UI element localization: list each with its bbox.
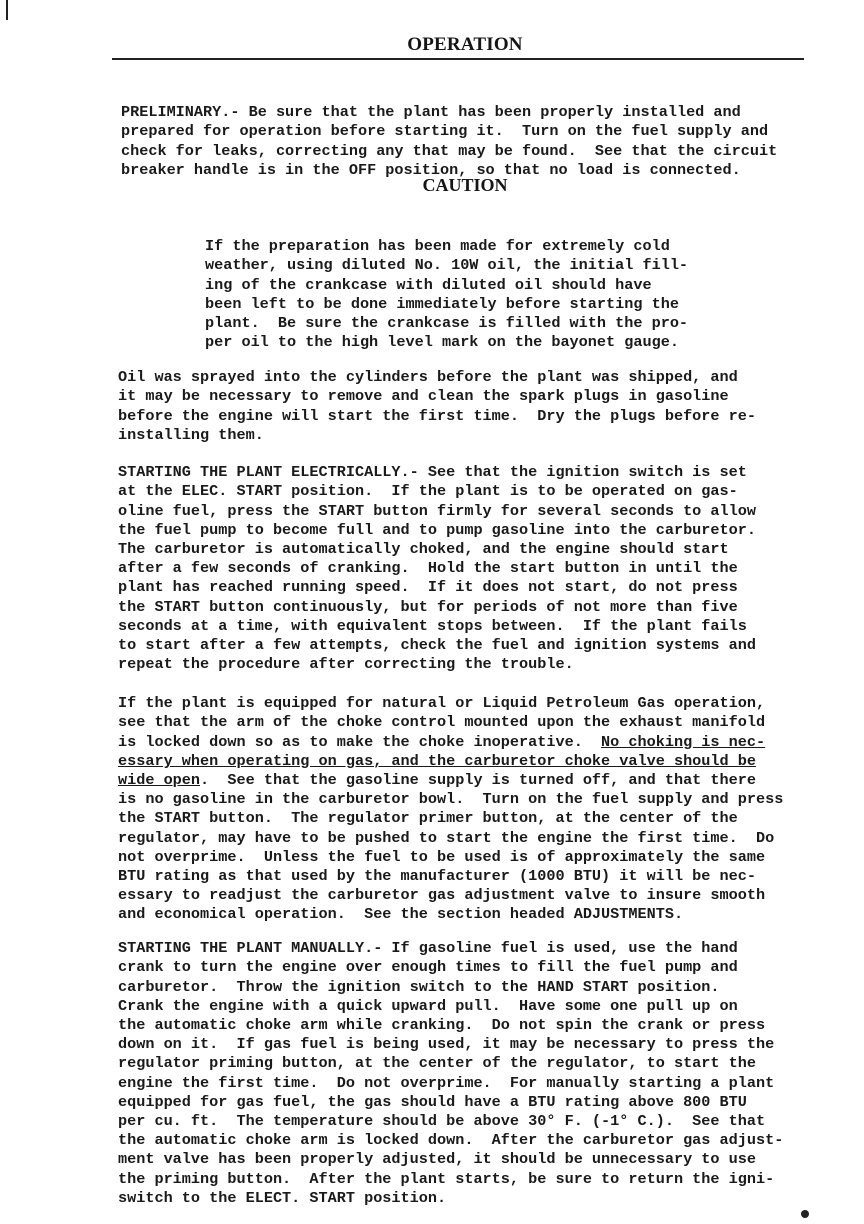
electric-line: STARTING THE PLANT ELECTRICALLY.- See that the ignition switch is set (118, 463, 747, 482)
electric-line: at the ELEC. START position. If the plant is to be operated on gas- (118, 482, 738, 501)
electric-line: after a few seconds of cranking. Hold the start button in until the (118, 559, 738, 578)
header-rule (112, 58, 804, 60)
manual-line: engine the first time. Do not overprime. For manually starting a plant (118, 1073, 775, 1092)
manual-line: the automatic choke arm while cranking. Do not spin the crank or press (118, 1016, 766, 1035)
manual-line: the automatic choke arm is locked down. After the carburetor gas adjust- (118, 1131, 784, 1150)
preliminary-line: breaker handle is in the OFF position, so that no load is connected. (121, 160, 741, 179)
preliminary-line: prepared for operation before starting it. Turn on the fuel supply and (121, 122, 769, 141)
preliminary-line: PRELIMINARY.- Be sure that the plant has been properly installed and (121, 103, 741, 122)
caution-line: per oil to the high level mark on the bayonet gauge. (205, 333, 679, 352)
electric-line: oline fuel, press the START button firmly for several seconds to allow (118, 501, 756, 520)
manual-line: Crank the engine with a quick upward pull. Have some one pull up on (118, 996, 738, 1015)
electric-line: repeat the procedure after correcting the trouble. (118, 655, 574, 674)
starting-electrically-paragraph (118, 444, 756, 674)
manual-line: per cu. ft. The temperature should be above 30° F. (-1° C.). See that (118, 1112, 766, 1131)
gas-line: and economical operation. See the section headed ADJUSTMENTS. (118, 905, 684, 924)
manual-line: crank to turn the engine over enough times to fill the fuel pump and (118, 958, 738, 977)
oil-line: before the engine will start the first time. Dry the plugs before re- (118, 406, 756, 425)
electric-line: The carburetor is automatically choked, and the engine should start (118, 540, 729, 559)
page-title: OPERATION (407, 34, 523, 55)
oil-line: it may be necessary to remove and clean the spark plugs in gasoline (118, 387, 729, 406)
gas-line: BTU rating as that used by the manufacturer (1000 BTU) it will be nec- (118, 867, 756, 886)
starting-manually-paragraph (118, 920, 783, 1208)
oil-line: installing them. (118, 425, 264, 444)
electric-line: seconds at a time, with equivalent stops between. If the plant fails (118, 616, 747, 635)
manual-line: regulator priming button, at the center of the regulator, to start the (118, 1054, 756, 1073)
underlined-instruction: essary when operating on gas, and the carburetor choke valve should be (118, 751, 756, 770)
underlined-instruction: wide open (118, 771, 201, 790)
caution-paragraph (205, 218, 688, 352)
electric-line: plant has reached running speed. If it does not start, do not press (118, 578, 738, 597)
manual-line: equipped for gas fuel, the gas should have a BTU rating above 800 BTU (118, 1092, 747, 1111)
gas-line: is no gasoline in the carburetor bowl. Turn on the fuel supply and press (118, 790, 784, 809)
gas-line: the START button. The regulator primer button, at the center of the (118, 809, 738, 828)
manual-line: down on it. If gas fuel is being used, it may be necessary to press the (118, 1035, 775, 1054)
gas-line: is locked down so as to make the choke inoperative. (118, 732, 602, 751)
caution-line: plant. Be sure the crankcase is filled with the pro- (205, 314, 689, 333)
caution-heading: CAUTION (422, 175, 508, 195)
oil-line: Oil was sprayed into the cylinders before the plant was shipped, and (118, 368, 738, 387)
electric-line: the START button continuously, but for periods of not more than five (118, 597, 738, 616)
manual-line: switch to the ELECT. START position. (118, 1188, 447, 1207)
caution-line: been left to be done immediately before starting the (205, 294, 679, 313)
underlined-instruction: No choking is nec- (601, 732, 766, 751)
oil-paragraph (118, 349, 756, 445)
page-mark (801, 1210, 809, 1218)
caution-line: If the preparation has been made for extremely cold (205, 237, 670, 256)
gas-line: . See that the gasoline supply is turned off, and that there (200, 771, 756, 790)
gas-operation-paragraph (118, 675, 783, 925)
manual-line: carburetor. Throw the ignition switch to the HAND START position. (118, 977, 720, 996)
gas-line: see that the arm of the choke control mounted upon the exhaust manifold (118, 713, 766, 732)
electric-line: the fuel pump to become full and to pump gasoline into the carburetor. (118, 520, 756, 539)
gas-line: essary to readjust the carburetor gas adjustment valve to insure smooth (118, 886, 766, 905)
manual-line: ment valve has been properly adjusted, it should be unnecessary to use (118, 1150, 756, 1169)
preliminary-paragraph (121, 84, 777, 180)
electric-line: to start after a few attempts, check the fuel and ignition systems and (118, 636, 756, 655)
preliminary-line: check for leaks, correcting any that may be found. See that the circuit (121, 141, 778, 160)
manual-line: STARTING THE PLANT MANUALLY.- If gasoline fuel is used, use the hand (118, 939, 738, 958)
gas-line: regulator, may have to be pushed to start the engine the first time. Do (118, 828, 775, 847)
caution-line: weather, using diluted No. 10W oil, the initial fill- (205, 256, 689, 275)
caution-line: ing of the crankcase with diluted oil should have (205, 275, 652, 294)
manual-line: the priming button. After the plant starts, be sure to return the igni- (118, 1169, 775, 1188)
gas-line: If the plant is equipped for natural or Liquid Petroleum Gas operation, (118, 694, 766, 713)
gas-line: not overprime. Unless the fuel to be used is of approximately the same (118, 847, 766, 866)
margin-mark (6, 0, 8, 20)
